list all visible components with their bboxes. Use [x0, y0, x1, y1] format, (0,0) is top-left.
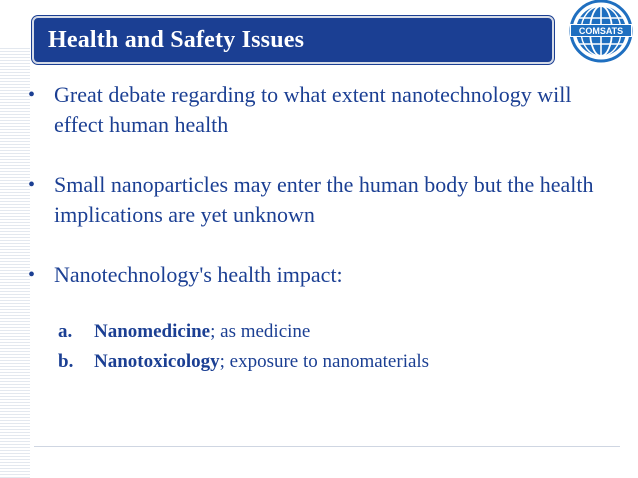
bullet-item [28, 170, 608, 230]
bullet-item [28, 260, 608, 290]
bullet-item [28, 80, 608, 140]
sub-list [58, 317, 598, 377]
left-stripe-decoration [0, 48, 30, 478]
sub-list-item [58, 347, 598, 377]
sub-list-text [94, 317, 310, 347]
sub-list-rest: ; exposure to nanomaterials [219, 351, 430, 372]
bullet-text: Great debate regarding to what extent nanotechnology will effect human health [54, 82, 572, 137]
bullet-marker: • [28, 84, 36, 106]
bullet-marker: • [28, 264, 36, 286]
comsats-globe-logo-icon [566, 0, 636, 64]
bullet-text: Nanotechnology's health impact: [54, 262, 343, 287]
sub-list-term: Nanotoxicology [94, 351, 220, 372]
bottom-divider [34, 446, 620, 447]
bullet-marker: • [28, 174, 36, 196]
bullet-list [28, 80, 608, 292]
sub-list-text [94, 347, 429, 377]
slide-title: Health and Safety Issues [48, 27, 305, 53]
bullet-text: Small nanoparticles may enter the human body but the health implications are yet unknown [54, 172, 594, 227]
sub-list-marker: b. [58, 351, 74, 372]
sub-list-marker: a. [58, 321, 73, 342]
sub-list-rest: ; as medicine [210, 321, 311, 342]
title-bar [32, 16, 554, 64]
sub-list-item [58, 317, 598, 347]
logo-text: COMSATS [578, 26, 624, 36]
sub-list-term: Nanomedicine [94, 321, 211, 342]
